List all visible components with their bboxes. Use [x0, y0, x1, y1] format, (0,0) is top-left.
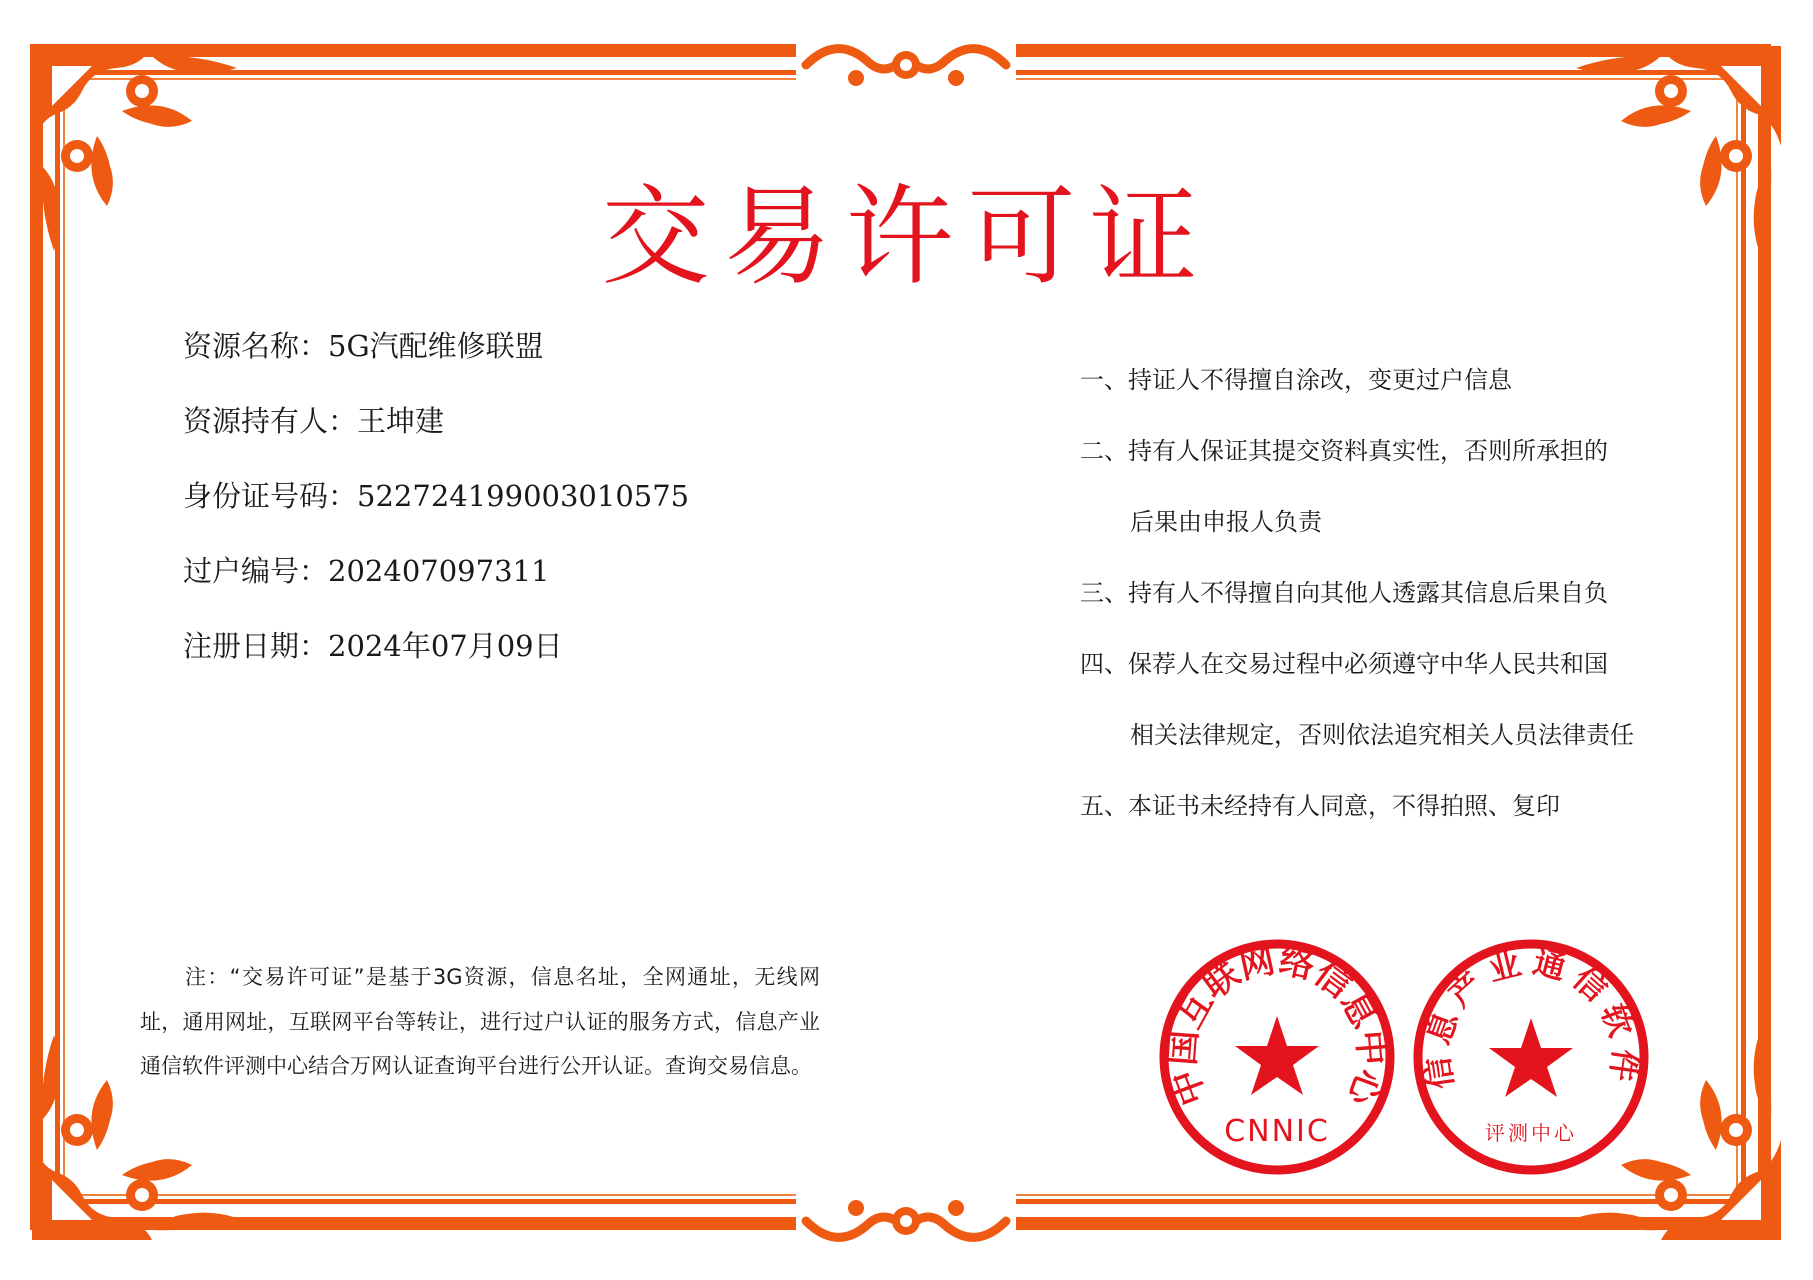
- rule-item: [1080, 345, 1720, 416]
- rule-item: [1080, 771, 1720, 842]
- field-value: 2024年07月09日: [328, 629, 563, 663]
- field-resource-name: [183, 322, 689, 397]
- seal-arc-text: 中国互联网络信息中心: [1163, 940, 1391, 1111]
- field-value: 522724199003010575: [357, 479, 690, 513]
- star-icon: [1235, 1016, 1319, 1095]
- field-label: 资源持有人：: [183, 404, 358, 438]
- field-label: 注册日期：: [183, 629, 329, 663]
- certificate-title: 交易许可证: [601, 175, 1212, 300]
- rule-text: 五、本证书未经持有人同意，不得拍照、复印: [1080, 792, 1560, 820]
- field-label: 资源名称：: [183, 329, 329, 363]
- field-registration-date: [183, 622, 689, 697]
- top-center-ornament: [796, 30, 1016, 100]
- field-value: 5G汽配维修联盟: [328, 329, 544, 363]
- rule-text: 一、持证人不得擅自涂改，变更过户信息: [1080, 366, 1512, 394]
- field-value: 202407097311: [328, 554, 550, 588]
- rule-item: [1080, 558, 1720, 629]
- rule-item: [1080, 629, 1720, 771]
- seal-bottom-text: 评测中心: [1485, 1121, 1577, 1145]
- field-label: 过户编号：: [183, 554, 329, 588]
- star-icon: [1489, 1018, 1573, 1097]
- field-label: 身份证号码：: [183, 479, 358, 513]
- rule-item: [1080, 416, 1720, 558]
- seal-software-testing-center: [1412, 938, 1650, 1176]
- footnote: 注：“交易许可证”是基于3G资源，信息名址，全网通址，无线网址，通用网址，互联网平台等转让，进行过户认证的服务方式，信息产业通信软件评测中心结合万网认证查询平台进行公开认证。查询交易信息。: [140, 965, 820, 1078]
- rules-list: [1080, 345, 1720, 842]
- rule-text: 四、保荐人在交易过程中必须遵守中华人民共和国: [1080, 650, 1608, 678]
- seal-arc-text: 信息产业通信软件: [1417, 942, 1645, 1092]
- field-transfer-number: [183, 547, 689, 622]
- rule-text-continued: 后果由申报人负责: [1130, 508, 1322, 536]
- seal-bottom-text: CNNIC: [1224, 1114, 1330, 1149]
- field-value: 王坤建: [357, 404, 445, 438]
- rule-text: 二、持有人保证其提交资料真实性，否则所承担的: [1080, 437, 1608, 465]
- field-id-number: [183, 472, 689, 547]
- info-fields: [183, 322, 689, 697]
- bottom-center-ornament: [796, 1186, 1016, 1256]
- field-resource-holder: [183, 397, 689, 472]
- rule-text: 三、持有人不得擅自向其他人透露其信息后果自负: [1080, 579, 1608, 607]
- seal-cnnic: [1158, 938, 1396, 1176]
- rule-text-continued: 相关法律规定，否则依法追究相关人员法律责任: [1130, 721, 1634, 749]
